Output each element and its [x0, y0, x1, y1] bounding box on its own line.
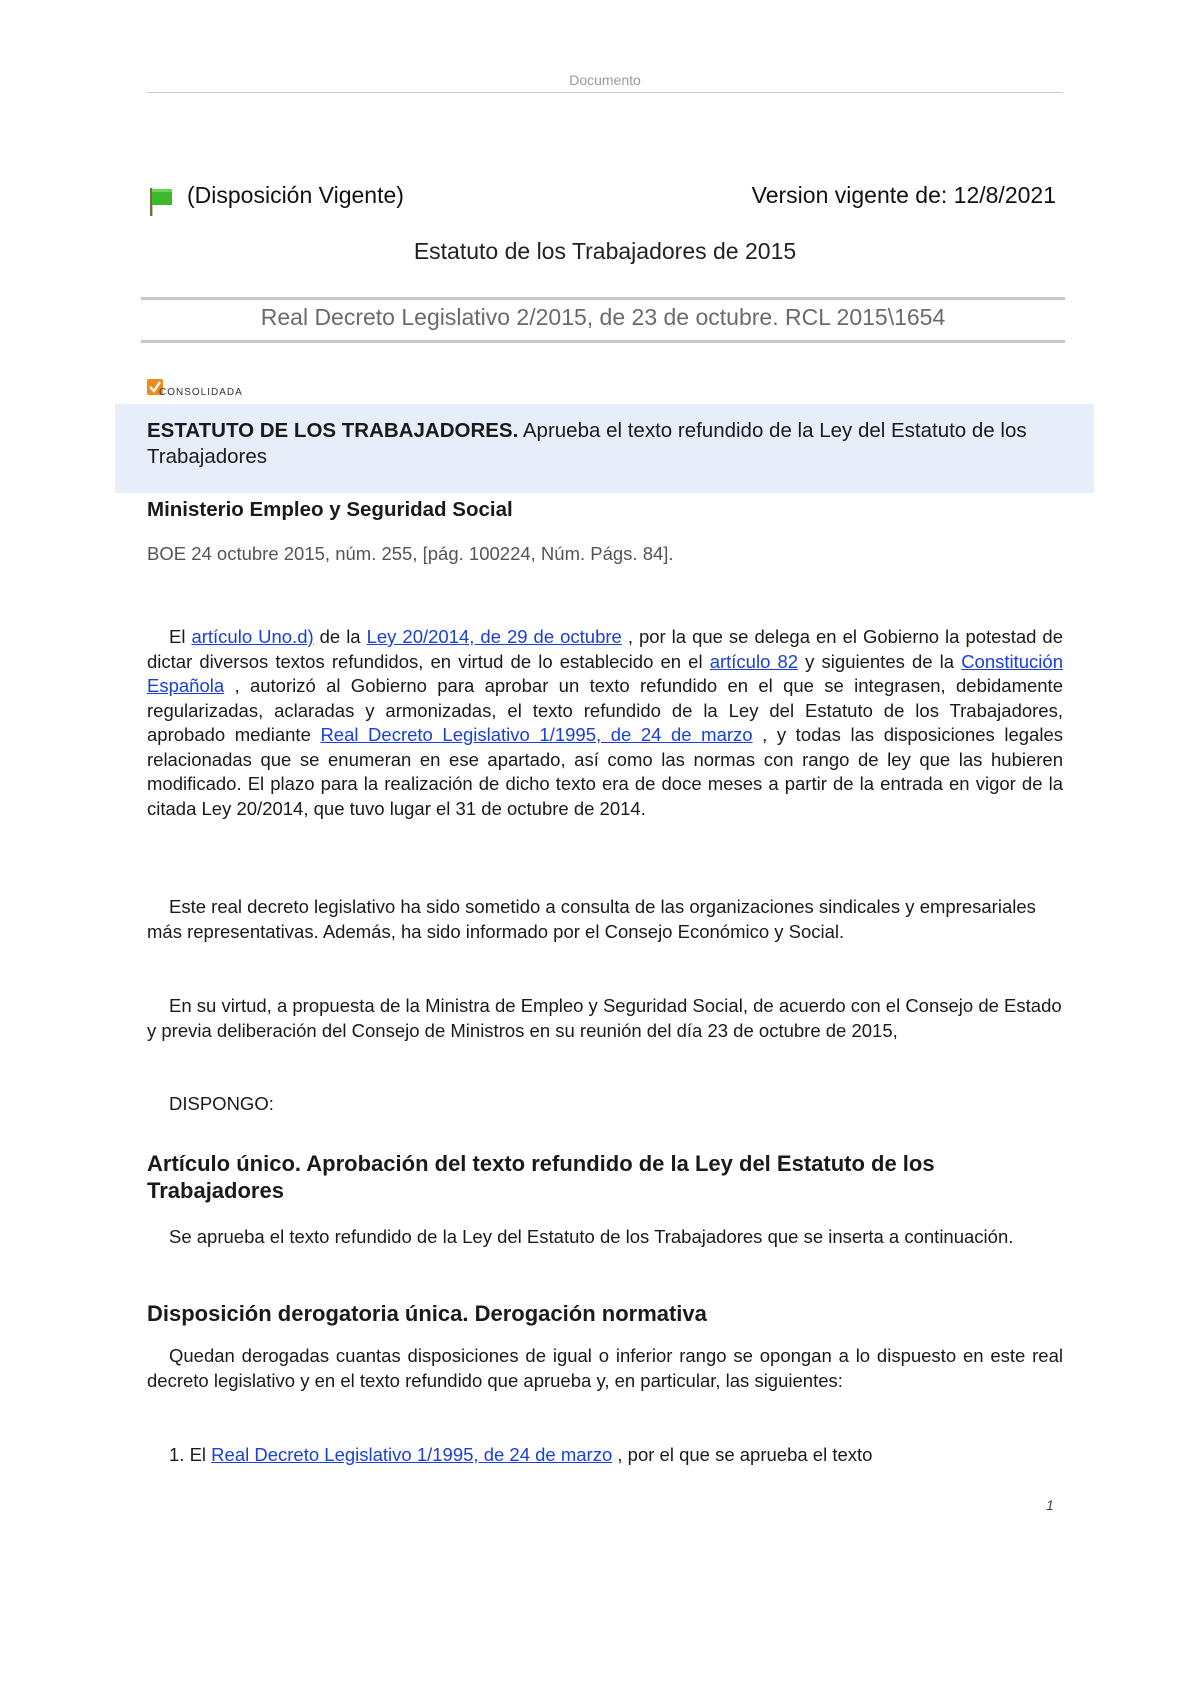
paragraph-text: Este real decreto legislativo ha sido sometido a consulta de las organizaciones sindicales y empresariales más representativas. Además, ha sido informado por el Consejo Económico y Social.	[147, 896, 1036, 942]
paragraph-text: DISPONGO:	[169, 1093, 274, 1114]
paragraph-intro	[147, 625, 1063, 821]
consolidada-label: CONSOLIDADA	[159, 387, 243, 398]
boe-citation: BOE 24 octubre 2015, núm. 255, [pág. 100224, Núm. Págs. 84].	[147, 543, 674, 564]
link-rdl-1-1995-list[interactable]: Real Decreto Legislativo 1/1995, de 24 de marzo	[211, 1444, 613, 1465]
reference-top-divider	[141, 297, 1065, 300]
derogation-paragraph	[147, 1344, 1063, 1393]
running-header: Documento	[569, 72, 641, 88]
article-paragraph	[147, 1225, 1063, 1250]
article-heading: Artículo único. Aprobación del texto refundido de la Ley del Estatuto de los Trabajadores	[147, 1151, 935, 1203]
link-articulo-uno-d[interactable]: artículo Uno.d)	[191, 626, 314, 647]
disposition-status: (Disposición Vigente)	[187, 182, 404, 208]
summary-title: ESTATUTO DE LOS TRABAJADORES.	[147, 419, 519, 442]
version-date: Version vigente de: 12/8/2021	[751, 182, 1056, 208]
text-run: y siguientes de la	[798, 650, 962, 672]
paragraph-dispongo	[147, 1092, 1063, 1117]
paragraph-virtud	[147, 994, 1063, 1043]
paragraph-text: En su virtud, a propuesta de la Ministra de Empleo y Seguridad Social, de acuerdo con el Consejo de Estado y previa deliberación del Consejo de Ministros en su reunión del día 23 de octubre de 2015,	[147, 995, 1062, 1041]
derogation-list-item	[147, 1443, 1063, 1468]
paragraph-text: Quedan derogadas cuantas disposiciones de igual o inferior rango se opongan a lo dispuesto en este real decreto legislativo y en el texto refundido que aprueba y, en particular, las siguientes:	[147, 1345, 1063, 1391]
status-row	[147, 180, 1063, 214]
summary-description: Aprueba el texto refundido de la Ley del Estatuto de los Trabajadores	[147, 419, 1027, 468]
link-ley-20-2014[interactable]: Ley 20/2014, de 29 de octubre	[366, 626, 622, 647]
link-rdl-1-1995[interactable]: Real Decreto Legislativo 1/1995, de 24 de marzo	[320, 724, 753, 745]
ministry-name: Ministerio Empleo y Seguridad Social	[147, 498, 513, 521]
text-run: , y todas las disposiciones legales relacionadas que se enumeran en ese apartado, así como las normas con rango de ley que las hubieren modificado. El plazo para la realización de dicho texto era de doce meses a partir de la entrada en vigor de la citada Ley 20/2014, que tuvo lugar el 31 de octubre de 2014.	[147, 724, 1063, 819]
paragraph-text: Se aprueba el texto refundido de la Ley del Estatuto de los Trabajadores que se inserta a continuación.	[169, 1226, 1014, 1247]
text-run: 1. El	[169, 1444, 212, 1465]
text-run: El	[169, 626, 192, 647]
link-articulo-82[interactable]: artículo 82	[709, 650, 799, 672]
document-title: Estatuto de los Trabajadores de 2015	[413, 238, 797, 264]
header-divider	[147, 92, 1063, 93]
derogation-heading: Disposición derogatoria única. Derogación normativa	[147, 1301, 707, 1326]
legal-reference: Real Decreto Legislativo 2/2015, de 23 de octubre. RCL 2015\1654	[260, 304, 946, 330]
text-run: , autorizó al Gobierno para aprobar un texto refundido en el que se integrasen, debidamente regularizadas, aclaradas y armonizadas, el texto refundido de la Ley del Estatuto de los Trabajadores, aprobado mediante	[147, 675, 1063, 745]
summary-text	[147, 418, 1071, 470]
reference-bottom-divider	[141, 340, 1065, 343]
paragraph-consulta	[147, 895, 1063, 944]
page-number: 1	[1046, 1497, 1054, 1513]
flag-icon	[147, 188, 175, 216]
link-constitucion-espanola[interactable]: Constitución Española	[147, 650, 1063, 696]
text-run: de la	[313, 626, 367, 647]
text-run: , por la que se delega en el Gobierno la potestad de dictar diversos textos refundidos, en virtud de lo establecido en el	[147, 626, 1063, 672]
summary-box	[115, 404, 1094, 493]
text-run: , por el que se aprueba el texto	[612, 1444, 873, 1465]
